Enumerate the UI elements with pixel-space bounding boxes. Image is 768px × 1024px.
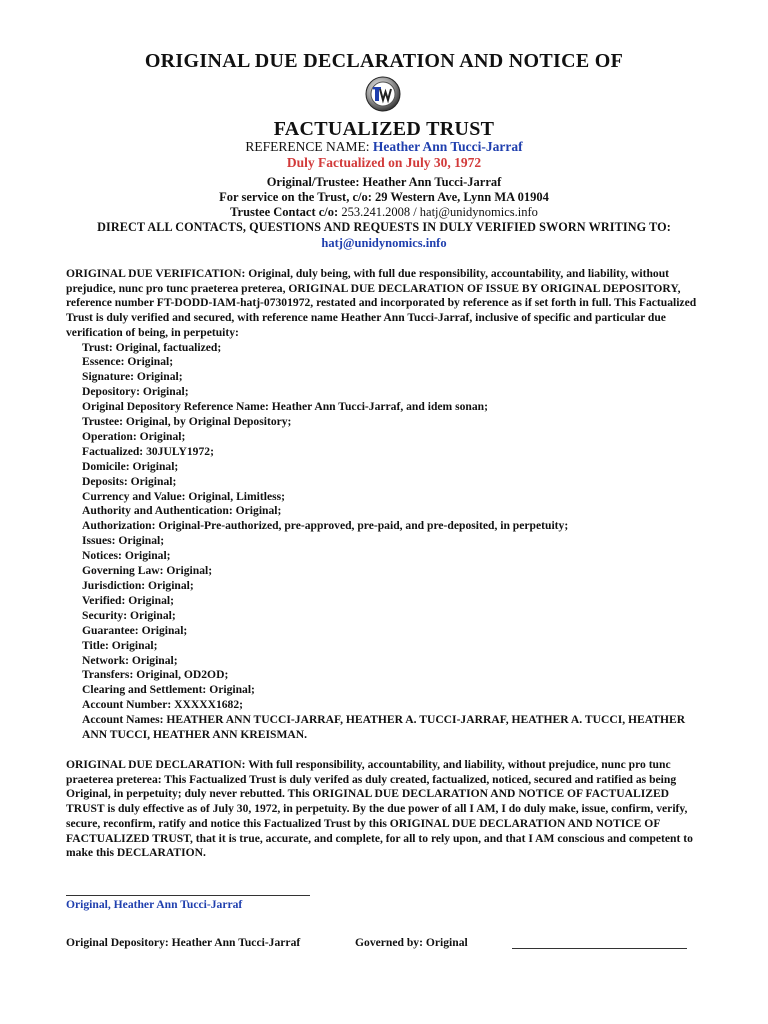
original-depository-label: Original Depository: Heather Ann Tucci-Jarraf <box>66 936 301 949</box>
trustee-line: Original/Trustee: Heather Ann Tucci-Jarraf <box>266 175 502 189</box>
list-item: Authority and Authentication: Original; <box>82 504 282 518</box>
list-item: Depository: Original; <box>82 385 189 399</box>
account-names: Account Names: HEATHER ANN TUCCI-JARRAF, HEATHER A. TUCCI-JARRAF, HEATHER A. TUCCI, HEATHER ANN TUCCI, HEATHER ANN KREISMAN. <box>82 713 686 741</box>
list-item: Factualized: 30JULY1972; <box>82 444 214 458</box>
circular-seal-logo-icon <box>365 76 401 112</box>
list-item: Verified: Original; <box>82 593 174 607</box>
list-item: Signature: Original; <box>82 370 183 384</box>
verification-list <box>66 341 706 714</box>
list-item: Title: Original; <box>82 638 158 652</box>
list-item: Authorization: Original-Pre-authorized, pre-approved, pre-paid, and pre-deposited, in perpetuity; <box>82 519 569 533</box>
declaration-paragraph: ORIGINAL DUE DECLARATION: With full responsibility, accountability, and liability, without prejudice, nunc pro tunc praeterea preterea: This Factualized Trust is duly verifed as duly created, factualized, noticed, secured and ratified as being Original, in perpetuity; duly never rebutted. This ORIGINAL DUE DECLARATION AND NOTICE OF FACTUALIZED TRUST is duly effective as of July 30, 1972, in perpetuity. By the due power of all I AM, I do duly make, issue, confirm, verify, secure, reconfirm, ratify and notice this Factualized Trust by this ORIGINAL DUE DECLARATION AND NOTICE OF FACTUALIZED TRUST, that it is true, accurate, and complete, for all to rely upon, and that I AM conscious and competent to make this DECLARATION. <box>66 758 693 860</box>
direct-email-link[interactable]: hatj@unidynomics.info <box>321 236 447 250</box>
list-item: Domicile: Original; <box>82 459 179 473</box>
reference-value: Heather Ann Tucci-Jarraf <box>372 139 523 154</box>
service-address: For service on the Trust, c/o: 29 Western Ave, Lynn MA 01904 <box>219 190 549 204</box>
declaration-section <box>66 758 706 861</box>
list-item: Clearing and Settlement: Original; <box>82 683 255 697</box>
document-title-line2: FACTUALIZED TRUST <box>273 118 495 140</box>
verification-section <box>66 267 706 743</box>
document-title-line1: ORIGINAL DUE DECLARATION AND NOTICE OF <box>144 50 624 72</box>
list-item: Jurisdiction: Original; <box>82 579 194 593</box>
list-item: Governing Law: Original; <box>82 564 213 578</box>
reference-line <box>0 139 768 155</box>
contact-value: 253.241.2008 / hatj@unidynomics.info <box>341 205 538 219</box>
contact-label: Trustee Contact c/o: <box>230 205 339 219</box>
direct-contacts-line: DIRECT ALL CONTACTS, QUESTIONS AND REQUESTS IN DULY VERIFIED SWORN WRITING TO: <box>97 220 671 234</box>
blank-signature-line <box>512 948 687 949</box>
list-item: Security: Original; <box>82 608 176 622</box>
governed-by-label: Governed by: Original <box>355 936 468 949</box>
list-item: Guarantee: Original; <box>82 623 188 637</box>
list-item: Issues: Original; <box>82 534 165 548</box>
list-item: Essence: Original; <box>82 355 174 369</box>
list-item: Transfers: Original, OD2OD; <box>82 668 229 682</box>
signature-name: Original, Heather Ann Tucci-Jarraf <box>66 898 243 911</box>
list-item: Currency and Value: Original, Limitless; <box>82 489 286 503</box>
list-item: Trust: Original, factualized; <box>82 340 222 354</box>
list-item: Deposits: Original; <box>82 474 177 488</box>
verification-paragraph: ORIGINAL DUE VERIFICATION: Original, duly being, with full due responsibility, accountability, and liability, without prejudice, nunc pro tunc praeterea preterea, ORIGINAL DUE DECLARATION OF ISSUE BY ORIGINAL DEPOSITORY, reference number FT-DODD-IAM-hatj-07301972, restated and incorporated by reference as if set forth in full. This Factualized Trust is duly verified and secured, with reference name Heather Ann Tucci-Jarraf, inclusive of specific and particular due verification of being, in perpetuity: <box>66 267 697 339</box>
reference-label: REFERENCE NAME: <box>245 139 370 154</box>
contact-line <box>0 204 768 220</box>
list-item: Original Depository Reference Name: Heather Ann Tucci-Jarraf, and idem sonan; <box>82 400 488 414</box>
factualized-date: Duly Factualized on July 30, 1972 <box>286 155 482 170</box>
signature-line <box>66 895 310 896</box>
list-item: Account Number: XXXXX1682; <box>82 698 244 712</box>
list-item: Operation: Original; <box>82 429 186 443</box>
list-item: Notices: Original; <box>82 549 171 563</box>
list-item: Trustee: Original, by Original Depository; <box>82 415 292 429</box>
list-item: Network: Original; <box>82 653 178 667</box>
